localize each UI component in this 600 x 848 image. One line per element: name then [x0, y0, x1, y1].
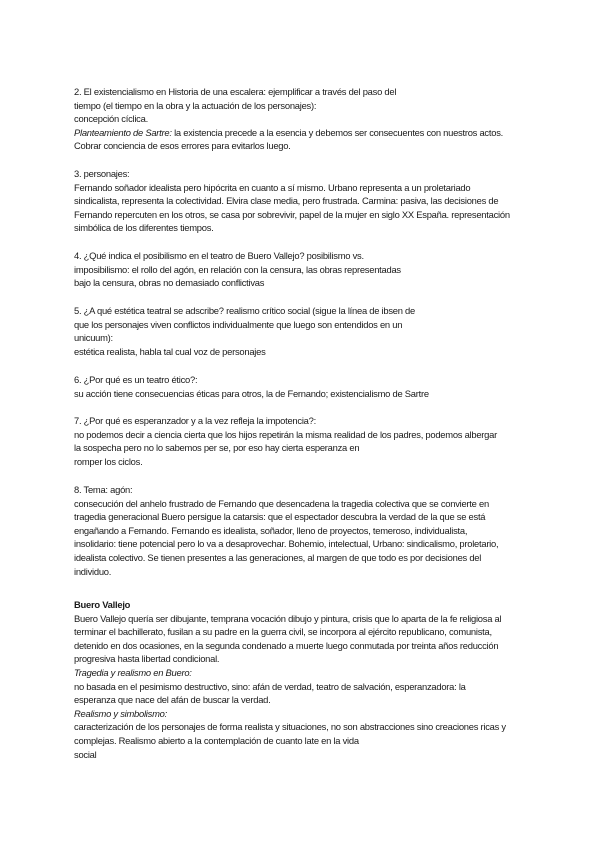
section-5: [74, 304, 544, 358]
text-line: 7. ¿Por qué es esperanzador y a la vez refleja la impotencia?:: [74, 415, 316, 426]
text-line: su acción tiene consecuencias éticas para otros, la de Fernando; existencialismo de Sartre: [74, 387, 429, 399]
text-line: no basada en el pesimismo destructivo, sino: afán de verdad, teatro de salvación, esperanzadora: la: [74, 680, 466, 692]
section-heading: Buero Vallejo: [74, 599, 131, 610]
text-line: terminar el bachillerato, fusilan a su padre en la guerra civil, se incorpora al ejército republicano, comunista,: [74, 626, 492, 638]
text-line: 3. personajes:: [74, 168, 130, 179]
text-line: romper los ciclos.: [74, 455, 143, 467]
section-2: [74, 85, 544, 153]
text-line: esperanza que nace del afán de buscar la verdad.: [74, 694, 271, 706]
text-line: 8. Tema: agón:: [74, 484, 133, 495]
text-line: 6. ¿Por qué es un teatro ético?:: [74, 374, 198, 385]
subheading: Tragedia y realismo en Buero:: [74, 666, 192, 678]
text-line: detenido en dos ocasiones, en la segunda condenado a muerte luego conmutada por treinta años reducción: [74, 639, 499, 651]
text-line: consecución del anhelo frustrado de Fernando que desencadena la tragedia colectiva que se convierte en: [74, 497, 489, 509]
text-line: Buero Vallejo quería ser dibujante, temprana vocación dibujo y pintura, crisis que lo aparta de la fe religiosa al: [74, 612, 502, 624]
text-line: 2. El existencialismo en Historia de una escalera: ejemplificar a través del paso del: [74, 86, 397, 97]
section-8: [74, 483, 544, 578]
text-line: simbólica de los diferentes tiempos.: [74, 222, 214, 234]
text-line: social: [74, 748, 97, 760]
text-run: la existencia precede a la esencia y debemos ser consecuentes con nuestros actos.: [171, 126, 503, 138]
text-line: no podemos decir a ciencia cierta que los hijos repetirán la misma realidad de los padres, podemos albergar: [74, 428, 497, 440]
text-line: [74, 126, 544, 140]
subheading: Realismo y simbolismo:: [74, 707, 167, 719]
section-3: [74, 167, 544, 235]
text-line: Cobrar conciencia de esos errores para evitarlos luego.: [74, 140, 291, 152]
text-line: imposibilismo: el rollo del agón, en relación con la censura, las obras representadas: [74, 263, 401, 275]
text-line: Fernando soñador idealista pero hipócrita en cuanto a sí mismo. Urbano representa a un proletariado: [74, 181, 471, 193]
text-line: Fernando repercuten en los otros, se casa por sobrevivir, papel de la mujer en siglo XX España. representación: [74, 208, 510, 220]
text-line: idealista colectivo. Se tienen presentes a las generaciones, al margen de que todo es por decisiones del: [74, 551, 482, 563]
text-line: concepción cíclica.: [74, 113, 148, 125]
section-4: [74, 249, 544, 290]
text-line: tiempo (el tiempo en la obra y la actuación de los personajes):: [74, 99, 317, 111]
text-line: bajo la censura, obras no demasiado conflictivas: [74, 277, 265, 289]
text-line: individuo.: [74, 565, 112, 577]
text-line: la sospecha pero no lo sabemos per se, por eso hay cierta esperanza en: [74, 442, 360, 454]
text-line: tragedia generacional Buero persigue la catarsis: que el espectador descubra la verdad de la que se está: [74, 511, 486, 523]
text-line: progresiva hasta libertad condicional.: [74, 653, 220, 665]
section-6: [74, 373, 544, 400]
text-line: sindicalista, representa la colectividad. Elvira clase media, pero frustrada. Carmina: pasiva, las decisiones de: [74, 195, 499, 207]
text-line: insolidario: tiene potencial pero lo va a desaprovechar. Bohemio, intelectual, Urbano: sindicalismo, proletario,: [74, 538, 499, 550]
text-line: estética realista, habla tal cual voz de personajes: [74, 345, 266, 357]
text-line: complejas. Realismo abierto a la contemplación de cuanto late en la vida: [74, 734, 359, 746]
text-line: unicuum):: [74, 332, 113, 344]
section-buero-vallejo: [74, 598, 544, 761]
text-line: 5. ¿A qué estética teatral se adscribe? realismo crítico social (sigue la línea de ibsen de: [74, 305, 415, 316]
text-line: 4. ¿Qué indica el posibilismo en el teatro de Buero Vallejo? posibilismo vs.: [74, 250, 364, 261]
text-line: engañando a Fernando. Fernando es idealista, soñador, lleno de proyectos, temeroso, individualista,: [74, 524, 468, 536]
text-line: que los personajes viven conflictos individualmente que luego son entendidos en un: [74, 318, 403, 330]
section-7: [74, 414, 544, 468]
text-line: caracterización de los personajes de forma realista y situaciones, no son abstracciones sino creaciones ricas y: [74, 721, 506, 733]
italic-label: Planteamiento de Sartre:: [74, 126, 172, 138]
